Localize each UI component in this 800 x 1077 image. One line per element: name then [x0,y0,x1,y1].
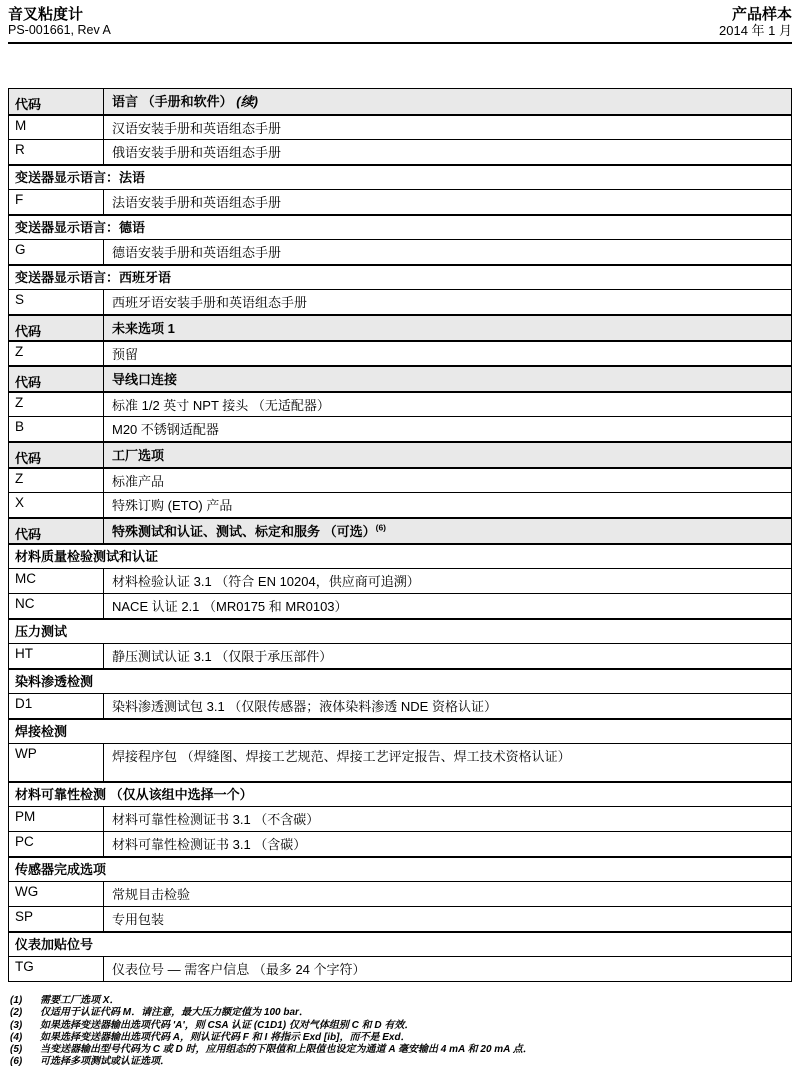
table-item-row [9,693,791,718]
option-description-cell: 标准 1/2 英寸 NPT 接头 （无适配器） [112,398,330,413]
category-header-continued-label: (续) [236,94,258,109]
footnote-number: (3) [10,1019,23,1031]
table-item-row [9,643,791,668]
option-description-cell: 常规目击检验 [112,887,191,902]
option-description-cell: 俄语安装手册和英语组态手册 [112,145,282,160]
category-header-cell [104,367,791,391]
option-description-cell: 材料可靠性检测证书 3.1 （含碳） [112,837,307,852]
option-code-cell: NC [9,594,104,618]
footnote-number: (2) [10,1007,23,1019]
category-header-label: 未来选项 1 [112,321,175,336]
category-header-label: 语言 （手册和软件） [112,94,237,109]
option-description-cell: 德语安装手册和英语组态手册 [112,245,282,260]
table-item-row [9,391,791,416]
section-label-cell: 变送器显示语言：德语 [15,220,146,235]
section-label-cell: 压力测试 [15,624,68,639]
option-description-cell: 染料渗透测试包 3.1 （仅限传感器；液体染料渗透 NDE 资格认证） [112,699,497,714]
footnote-text: 如果选择变送器输出选项代码 A，则认证代码 F 和 I 将指示 Exd [ib]，而不是 Exd． [40,1031,411,1043]
category-header-cell [104,89,791,114]
table-section-row [9,931,791,956]
table-item-row [9,114,791,139]
code-column-header: 代码 [9,316,104,340]
footnote-line [10,995,784,1007]
option-description-cell: 法语安装手册和英语组态手册 [112,195,282,210]
category-header-cell [104,519,791,543]
option-code-cell: D1 [9,694,104,718]
table-section-row [9,214,791,239]
table-item-row [9,593,791,618]
table-section-row [9,718,791,743]
table-item-row [9,239,791,264]
footnotes [10,995,784,1069]
option-description-cell: 专用包装 [112,912,165,927]
section-label-cell: 变送器显示语言：法语 [15,170,146,185]
table-code-header-row [9,517,791,543]
table-section-row [9,164,791,189]
table-section-row [9,264,791,289]
option-code-cell: PC [9,832,104,856]
table-section-row [9,856,791,881]
option-code-cell: M [9,116,104,139]
option-description-cell: 汉语安装手册和英语组态手册 [112,121,282,136]
option-code-cell: WG [9,882,104,906]
option-code-cell: WP [9,744,104,781]
option-description-cell: 特殊订购 (ETO) 产品 [112,498,233,513]
table-item-row [9,139,791,164]
table-item-row [9,831,791,856]
table-item-row [9,956,791,981]
doc-header-left [8,6,111,38]
section-label-cell: 染料渗透检测 [15,674,94,689]
footnote-text: 仅适用于认证代码 M．请注意，最大压力额定值为 100 bar． [40,1007,309,1019]
option-description-cell: 焊接程序包 （焊缝图、焊接工艺规范、焊接工艺评定报告、焊工技术资格认证） [112,749,571,764]
table-item-row [9,568,791,593]
option-code-cell: F [9,190,104,214]
table-section-row [9,543,791,568]
section-label-cell: 焊接检测 [15,724,68,739]
option-code-cell: Z [9,469,104,492]
section-label-cell: 材料可靠性检测 （仅从该组中选择一个） [15,787,253,802]
code-column-header: 代码 [9,367,104,391]
option-code-cell: PM [9,807,104,831]
option-code-cell: R [9,140,104,164]
category-header-label: 导线口连接 [112,372,178,387]
doc-number: PS-001661, Rev A [8,23,111,37]
option-description-cell: NACE 认证 2.1 （MR0175 和 MR0103） [112,599,348,614]
section-label-cell: 材料质量检验测试和认证 [15,549,159,564]
table-section-row [9,618,791,643]
table-item-row [9,806,791,831]
category-header-label: 特殊测试和认证、测试、标定和服务 （可选） [112,524,376,539]
section-label-cell: 仪表加贴位号 [15,937,94,952]
doc-title: 音叉粘度计 [8,6,84,23]
footnote-reference-superscript: (6) [375,522,387,533]
footnote-number: (1) [10,995,23,1006]
code-column-header: 代码 [9,89,104,114]
option-code-cell: HT [9,644,104,668]
table-code-header-row [9,314,791,340]
table-item-row [9,743,791,781]
footnote-text: 可选择多项测试或认证选项． [40,1056,170,1068]
option-code-cell: Z [9,393,104,416]
footnote-number: (6) [10,1056,23,1068]
code-column-header: 代码 [9,443,104,467]
option-description-cell: 静压测试认证 3.1 （仅限于承压部件） [112,649,333,664]
option-code-cell: S [9,290,104,314]
option-code-cell: MC [9,569,104,593]
code-column-header: 代码 [9,519,104,543]
doc-type-title: 产品样本 [731,6,792,23]
model-code-table [8,88,792,982]
option-description-cell: 西班牙语安装手册和英语组态手册 [112,295,308,310]
footnote-number: (4) [10,1031,23,1043]
option-code-cell: B [9,417,104,441]
table-item-row [9,906,791,931]
footnote-number: (5) [10,1044,23,1056]
option-code-cell: TG [9,957,104,981]
table-item-row [9,492,791,517]
option-code-cell: X [9,493,104,517]
option-description-cell: 材料可靠性检测证书 3.1 （不含碳） [112,812,320,827]
table-item-row [9,189,791,214]
footnote-line [10,1056,784,1068]
doc-header [8,6,792,39]
option-description-cell: 仪表位号 — 需客户信息 （最多 24 个字符） [112,962,366,977]
footnote-line [10,1007,784,1019]
table-item-row [9,340,791,365]
option-description-cell: 标准产品 [112,474,165,489]
table-item-row [9,467,791,492]
section-label-cell: 变送器显示语言：西班牙语 [15,270,172,285]
doc-date: 2014 年 1 月 [719,23,792,38]
table-section-row [9,781,791,806]
footnote-line [10,1020,784,1032]
table-item-row [9,289,791,314]
footnote-line [10,1032,784,1044]
category-header-cell [104,316,791,340]
footnote-line [10,1044,784,1056]
footnote-text: 如果选择变送器输出选项代码 'A'，则 CSA 认证 (C1D1) 仅对气体组别 C 和 D 有效． [40,1019,415,1031]
footnote-text: 当变送器输出型号代码为 C 或 D 时，应用组态的下限值和上限值也设定为通道 A 毫安输出 4 mA 和 20 mA 点． [40,1044,533,1056]
section-label-cell: 传感器完成选项 [15,862,107,877]
option-code-cell: Z [9,342,104,365]
table-code-header-row [9,441,791,467]
option-code-cell: G [9,240,104,264]
category-header-label: 工厂选项 [112,448,165,463]
header-divider-rule [8,42,792,44]
option-description-cell: 材料检验认证 3.1 （符合 EN 10204，供应商可追溯） [112,574,420,589]
footnote-text: 需要工厂选项 X． [40,995,120,1006]
table-code-header-row [9,89,791,114]
doc-header-right [719,6,792,39]
option-description-cell: 预留 [112,347,139,362]
category-header-cell [104,443,791,467]
table-section-row [9,668,791,693]
table-code-header-row [9,365,791,391]
table-item-row [9,416,791,441]
option-description-cell: M20 不锈钢适配器 [112,422,219,437]
option-code-cell: SP [9,907,104,931]
table-item-row [9,881,791,906]
